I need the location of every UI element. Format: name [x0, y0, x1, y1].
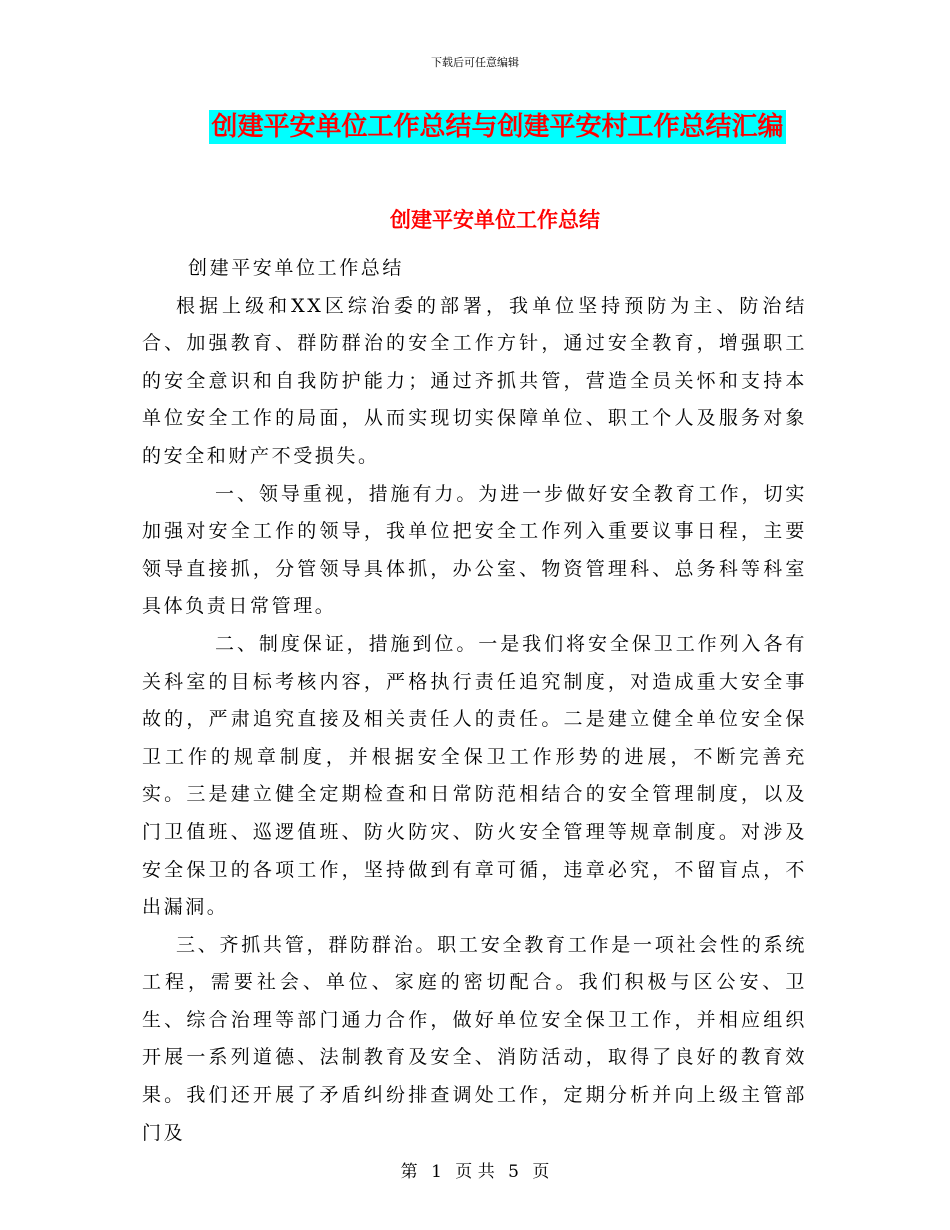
document-body [142, 250, 807, 1152]
paragraph-section-1: 一、领导重视，措施有力。为进一步做好安全教育工作，切实加强对安全工作的领导，我单位把安全工作列入重要议事日程，主要领导直接抓，分管领导具体抓，办公室、物资管理科、总务科等科室具体负责日常管理。 [142, 482, 807, 618]
paragraph-section-2: 二、制度保证，措施到位。一是我们将安全保卫工作列入各有关科室的目标考核内容，严格执行责任追究制度，对造成重大安全事故的，严肃追究直接及相关责任人的责任。二是建立健全单位安全保卫工作的规章制度，并根据安全保卫工作形势的进展，不断完善充实。三是建立健全定期检查和日常防范相结合的安全管理制度，以及门卫值班、巡逻值班、防火防灾、防火安全管理等规章制度。对涉及安全保卫的各项工作，坚持做到有章可循，违章必究，不留盲点，不出漏洞。 [142, 632, 807, 919]
main-title-wrapper [0, 110, 950, 144]
footer-prefix: 第 [400, 1162, 418, 1182]
footer-suffix: 页 [532, 1162, 550, 1182]
page-footer [0, 1157, 950, 1182]
footer-middle: 页 共 [455, 1162, 495, 1182]
header-note: 下载后可任意编辑 [431, 56, 519, 69]
footer-current-page: 1 [431, 1162, 442, 1182]
paragraph-heading: 创建平安单位工作总结 [188, 257, 405, 279]
document-main-title: 创建平安单位工作总结与创建平安村工作总结汇编 [211, 112, 784, 142]
paragraph-intro: 根据上级和XX区综治委的部署，我单位坚持预防为主、防治结合、加强教育、群防群治的安全工作方针，通过安全教育，增强职工的安全意识和自我防护能力；通过齐抓共管，营造全员关怀和支持本单位安全工作的局面，从而实现切实保障单位、职工个人及服务对象的安全和财产不受损失。 [142, 294, 807, 467]
section-title: 创建平安单位工作总结 [390, 208, 600, 232]
footer-total-pages: 5 [508, 1162, 519, 1182]
paragraph-section-3: 三、齐抓共管，群防群治。职工安全教育工作是一项社会性的系统工程，需要社会、单位、家庭的密切配合。我们积极与区公安、卫生、综合治理等部门通力合作，做好单位安全保卫工作，并相应组织开展一系列道德、法制教育及安全、消防活动，取得了良好的教育效果。我们还开展了矛盾纠纷排查调处工作，定期分析并向上级主管部门及 [142, 933, 807, 1144]
